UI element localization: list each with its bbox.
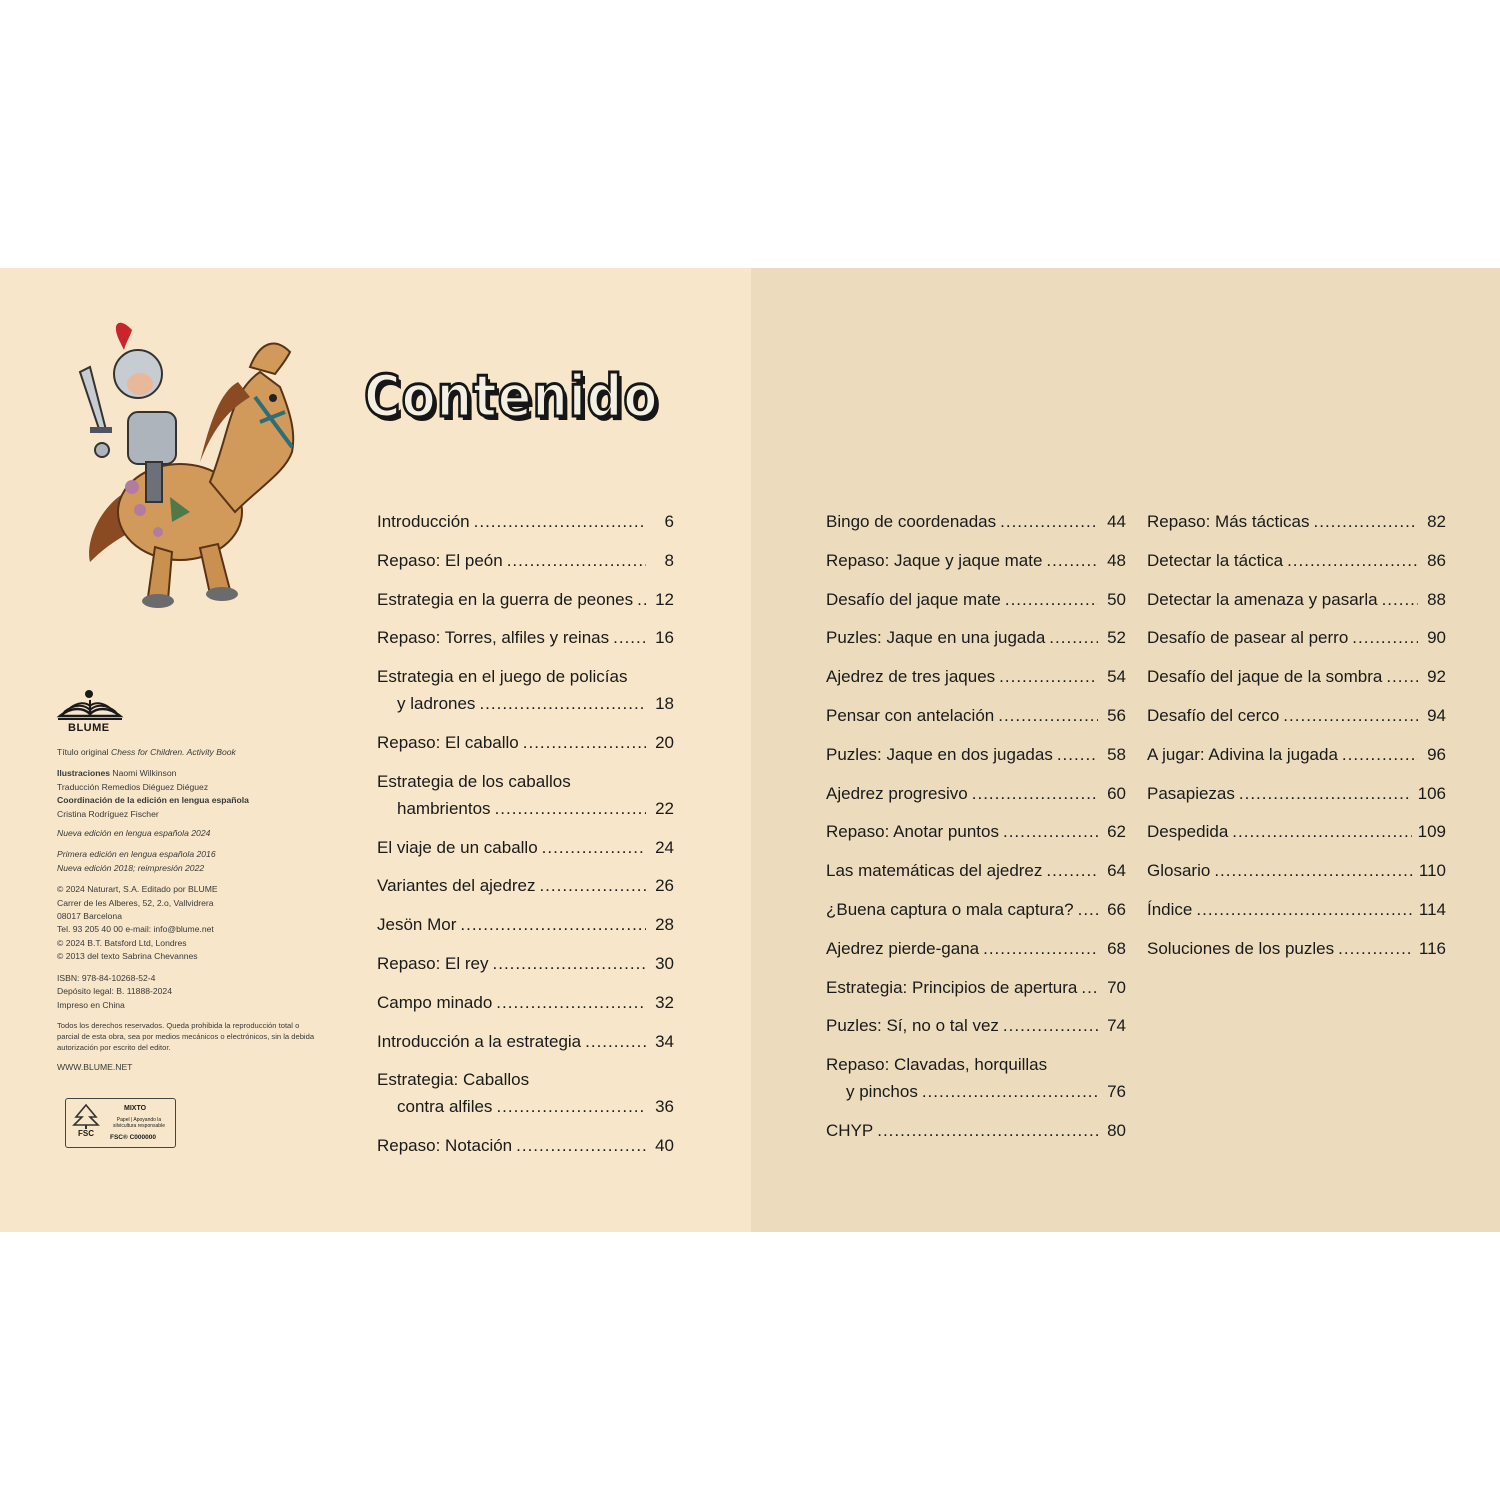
toc-entry[interactable] <box>1147 780 1446 807</box>
fsc-paper: Papel | Apoyando la silvicultura responsable <box>113 1117 165 1129</box>
toc-entry-label: Estrategia en el juego de policías <box>377 667 628 687</box>
toc-entry[interactable] <box>826 586 1126 613</box>
toc-entry-page: 52 <box>1107 628 1126 648</box>
toc-entry-page: 58 <box>1107 744 1126 764</box>
toc-entry-page: 16 <box>655 628 674 648</box>
toc-entry-page: 96 <box>1427 744 1446 764</box>
toc-entry[interactable] <box>1147 935 1446 962</box>
toc-entry-label: Estrategia: Caballos <box>377 1070 530 1090</box>
toc-entry-label: Desafío del jaque de la sombra <box>1147 667 1383 687</box>
toc-leader-dots <box>922 1078 1098 1105</box>
toc-entry-label: Repaso: Anotar puntos <box>826 822 999 842</box>
toc-leader-dots <box>613 624 646 651</box>
toc-entry-label-continued: contra alfiles <box>397 1097 493 1117</box>
toc-leader-dots <box>542 834 646 861</box>
toc-entry-page: 20 <box>655 733 674 752</box>
toc-entry-label: Introducción a la estrategia <box>377 1031 582 1051</box>
toc-entry-label: ¿Buena captura o mala captura? <box>826 900 1074 919</box>
toc-entry[interactable] <box>377 547 674 574</box>
toc-leader-dots <box>495 795 646 822</box>
toc-leader-dots <box>1338 935 1413 962</box>
toc-entry-page: 8 <box>664 550 674 570</box>
toc-entry-label: Estrategia en la guerra de peones <box>377 589 634 609</box>
toc-entry-page: 34 <box>655 1031 674 1051</box>
toc-entry-label-continued: hambrientos <box>397 798 491 818</box>
toc-entry-page: 48 <box>1107 550 1126 570</box>
toc-leader-dots <box>1314 508 1418 535</box>
toc-entry-label: Desafío del jaque mate <box>826 589 1001 609</box>
toc-entry-label: Repaso: Jaque y jaque mate <box>826 550 1043 570</box>
toc-entry-page: 68 <box>1107 938 1126 958</box>
toc-leader-dots <box>507 547 646 574</box>
toc-entry[interactable] <box>826 702 1126 729</box>
toc-entry[interactable] <box>826 935 1126 962</box>
original-title: Título original Chess for Children. Activity Book <box>57 747 236 757</box>
toc-entry-page: 12 <box>655 589 674 609</box>
fsc-mixto: MIXTO <box>124 1105 147 1112</box>
toc-entry-label: El viaje de un caballo <box>377 837 538 857</box>
toc-entry-page: 106 <box>1417 783 1446 803</box>
toc-leader-dots <box>1049 624 1098 651</box>
toc-leader-dots <box>1046 547 1098 574</box>
toc-entry-page: 80 <box>1107 1121 1126 1140</box>
edition-note: Nueva edición en lengua española 2024 <box>57 828 211 839</box>
toc-leader-dots <box>1057 741 1098 768</box>
toc-entry-label: Detectar la amenaza y pasarla <box>1147 589 1378 609</box>
toc-entry-label: Estrategia: Principios de apertura <box>826 977 1078 997</box>
toc-entry-label: Ajedrez progresivo <box>826 783 968 803</box>
toc-leader-dots <box>1352 624 1418 651</box>
toc-entry-label: Puzles: Jaque en dos jugadas <box>826 744 1053 764</box>
toc-entry-page: 56 <box>1107 706 1126 725</box>
toc-entry[interactable] <box>826 1117 1126 1144</box>
toc-entry[interactable] <box>1147 663 1446 690</box>
toc-entry-page: 30 <box>655 954 674 973</box>
toc-leader-dots <box>1382 586 1418 613</box>
toc-entry-label: Bingo de coordenadas <box>826 512 997 531</box>
toc-entry[interactable] <box>826 624 1126 651</box>
toc-entry[interactable] <box>377 768 674 822</box>
toc-entry-page: 110 <box>1418 861 1446 881</box>
fsc-label: FSC <box>78 1129 94 1138</box>
toc-entry[interactable] <box>377 586 674 613</box>
toc-entry-page: 28 <box>655 915 674 935</box>
toc-entry[interactable] <box>1147 857 1446 884</box>
toc-entry-label: Pensar con antelación <box>826 706 995 725</box>
toc-leader-dots <box>1283 702 1418 729</box>
toc-entry-label: Introducción <box>377 512 470 531</box>
toc-leader-dots <box>539 872 646 899</box>
toc-leader-dots <box>516 1132 646 1159</box>
open-book-logo-icon <box>56 688 126 722</box>
toc-entry-label: Ajedrez pierde-gana <box>826 938 980 958</box>
toc-entry-label: Repaso: Torres, alfiles y reinas <box>377 628 610 648</box>
toc-entry[interactable] <box>1147 702 1446 729</box>
toc-entry[interactable] <box>826 663 1126 690</box>
toc-entry-label: Repaso: Clavadas, horquillas <box>826 1055 1048 1075</box>
toc-entry-label: Repaso: Más tácticas <box>1147 512 1310 531</box>
toc-entry-label: Estrategia de los caballos <box>377 771 571 791</box>
toc-entry-label: Repaso: El peón <box>377 550 503 570</box>
toc-entry-label: Jesön Mor <box>377 915 457 935</box>
toc-entry-page: 90 <box>1427 628 1446 648</box>
toc-entry-label: CHYP <box>826 1121 874 1140</box>
fsc-badge <box>65 1098 176 1148</box>
toc-entry[interactable] <box>826 896 1126 923</box>
toc-entry[interactable] <box>826 1012 1126 1039</box>
toc-entry[interactable] <box>1147 818 1446 845</box>
toc-leader-dots <box>523 729 646 756</box>
toc-entry-page: 36 <box>655 1097 674 1117</box>
toc-entry-label-continued: y pinchos <box>846 1082 918 1102</box>
toc-entry-label: Ajedrez de tres jaques <box>826 667 996 687</box>
toc-entry[interactable] <box>1147 547 1446 574</box>
toc-leader-dots <box>1078 896 1098 923</box>
toc-leader-dots <box>474 508 646 535</box>
toc-entry-page: 64 <box>1107 861 1126 881</box>
credits: Ilustraciones Naomi Wilkinson Traducción Remedios Diéguez Diéguez Coordinación de la edición en lengua española Cristina Rodríguez Fischer <box>57 768 249 819</box>
toc-entry-page: 76 <box>1107 1082 1126 1102</box>
toc-entry-label: Glosario <box>1147 861 1211 881</box>
toc-entry[interactable] <box>1147 896 1446 923</box>
toc-entry-label: Variantes del ajedrez <box>377 876 536 896</box>
toc-leader-dots <box>877 1117 1098 1144</box>
toc-leader-dots <box>1046 857 1098 884</box>
toc-entry[interactable] <box>1147 741 1446 768</box>
toc-entry-page: 66 <box>1107 900 1126 919</box>
toc-leader-dots <box>1003 818 1098 845</box>
toc-entry-page: 60 <box>1107 783 1126 803</box>
toc-entry[interactable] <box>826 547 1126 574</box>
website-link[interactable]: WWW.BLUME.NET <box>57 1061 133 1072</box>
toc-leader-dots <box>1287 547 1418 574</box>
toc-leader-dots <box>972 780 1098 807</box>
toc-entry-label: Despedida <box>1147 822 1229 842</box>
toc-entry-label: Soluciones de los puzles <box>1147 938 1335 958</box>
fsc-code: FSC® C000000 <box>110 1134 156 1141</box>
toc-entry[interactable] <box>1147 508 1446 535</box>
toc-entry[interactable] <box>826 857 1126 884</box>
toc-leader-dots <box>479 690 646 717</box>
toc-entry[interactable] <box>377 1066 674 1120</box>
toc-entry-page: 116 <box>1418 938 1446 958</box>
toc-entry[interactable] <box>826 974 1126 1001</box>
toc-leader-dots <box>1196 896 1413 923</box>
toc-leader-dots <box>999 663 1098 690</box>
toc-entry-label: Repaso: El rey <box>377 954 489 973</box>
toc-entry-page: 6 <box>664 512 674 531</box>
toc-entry[interactable] <box>377 729 674 756</box>
toc-entry-page: 62 <box>1107 822 1126 842</box>
toc-leader-dots <box>1239 780 1412 807</box>
toc-leader-dots <box>496 1093 646 1120</box>
toc-leader-dots <box>1232 818 1411 845</box>
toc-entry-page: 86 <box>1427 550 1446 570</box>
toc-leader-dots <box>496 989 646 1016</box>
toc-entry[interactable] <box>826 780 1126 807</box>
toc-entry-label: Índice <box>1147 900 1193 919</box>
toc-entry[interactable] <box>1147 586 1446 613</box>
toc-entry-label-continued: y ladrones <box>397 694 476 714</box>
isbn-block: ISBN: 978-84-10268-52-4 Depósito legal: B. 11888-2024 Impreso en China <box>57 972 172 1010</box>
toc-entry-page: 32 <box>655 992 674 1012</box>
toc-entry-page: 88 <box>1427 589 1446 609</box>
toc-entry[interactable] <box>826 1051 1126 1105</box>
toc-entry[interactable] <box>826 741 1126 768</box>
toc-entry-page: 70 <box>1107 977 1126 997</box>
toc-leader-dots <box>1214 857 1413 884</box>
toc-entry-page: 82 <box>1427 512 1446 531</box>
toc-entry-label: Desafío del cerco <box>1147 706 1280 725</box>
address-block: © 2024 Naturart, S.A. Editado por BLUME Carrer de les Alberes, 52, 2.o, Vallvidrera 08017 Barcelona Tel. 93 205 40 00 e-mail: info@blume.net © 2024 B.T. Batsford Ltd, Londres © 2013 del texto Sabrina Chevannes <box>57 884 218 962</box>
toc-leader-dots <box>460 911 646 938</box>
toc-entry-label: Las matemáticas del ajedrez <box>826 861 1043 881</box>
publisher-logo-label: BLUME <box>68 722 110 734</box>
page-title: Contenido <box>364 362 659 430</box>
toc-entry[interactable] <box>826 508 1126 535</box>
toc-entry-page: 40 <box>655 1136 674 1156</box>
toc-entry-page: 92 <box>1427 667 1446 687</box>
toc-entry-page: 109 <box>1417 822 1446 842</box>
toc-leader-dots <box>637 586 646 613</box>
toc-entry[interactable] <box>377 950 674 977</box>
toc-entry-page: 24 <box>655 837 674 857</box>
toc-entry-page: 50 <box>1107 589 1126 609</box>
toc-entry-label: Detectar la táctica <box>1147 550 1284 570</box>
toc-entry[interactable] <box>377 872 674 899</box>
toc-leader-dots <box>983 935 1098 962</box>
knight-on-horse-illustration <box>60 312 330 622</box>
edition-history: Primera edición en lengua española 2016 Nueva edición 2018; reimpresión 2022 <box>57 849 216 873</box>
toc-leader-dots <box>1081 974 1098 1001</box>
toc-leader-dots <box>1342 741 1418 768</box>
toc-leader-dots <box>585 1028 646 1055</box>
toc-entry-page: 54 <box>1107 667 1126 687</box>
toc-entry-page: 18 <box>655 694 674 714</box>
toc-entry-label: Puzles: Jaque en una jugada <box>826 628 1046 648</box>
toc-entry-label: Campo minado <box>377 992 493 1012</box>
toc-entry[interactable] <box>377 911 674 938</box>
toc-entry-label: Repaso: Notación <box>377 1136 513 1156</box>
toc-entry[interactable] <box>377 989 674 1016</box>
toc-entry-page: 94 <box>1427 706 1446 725</box>
toc-entry-label: Pasapiezas <box>1147 783 1235 803</box>
toc-entry[interactable] <box>377 834 674 861</box>
toc-entry-page: 26 <box>655 876 674 896</box>
toc-entry[interactable] <box>377 1132 674 1159</box>
toc-entry[interactable] <box>826 818 1126 845</box>
toc-entry[interactable] <box>377 624 674 651</box>
toc-leader-dots <box>1005 586 1098 613</box>
rights-notice: Todos los derechos reservados. Queda prohibida la reproducción total o parcial de esta obra, sea por medios mecánicos o electrónicos, sin la debida autorización por escrito del editor. <box>57 1020 315 1052</box>
toc-entry-label: Repaso: El caballo <box>377 733 519 752</box>
toc-leader-dots <box>1003 1012 1098 1039</box>
toc-entry-page: 114 <box>1418 900 1446 919</box>
toc-entry[interactable] <box>377 508 674 535</box>
toc-leader-dots <box>1386 663 1418 690</box>
toc-entry-label: Desafío de pasear al perro <box>1147 628 1349 648</box>
toc-entry[interactable] <box>1147 624 1446 651</box>
colophon <box>57 746 322 1082</box>
toc-entry-label: A jugar: Adivina la jugada <box>1147 744 1338 764</box>
fsc-tree-icon <box>70 1103 102 1129</box>
toc-entry-label: Puzles: Sí, no o tal vez <box>826 1016 999 1036</box>
toc-leader-dots <box>998 702 1098 729</box>
toc-entry[interactable] <box>377 1028 674 1055</box>
toc-entry-page: 22 <box>655 798 674 818</box>
toc-entry-page: 74 <box>1107 1016 1126 1036</box>
toc-leader-dots <box>493 950 647 977</box>
toc-entry[interactable] <box>377 663 674 717</box>
toc-leader-dots <box>1000 508 1098 535</box>
toc-entry-page: 44 <box>1107 512 1126 531</box>
